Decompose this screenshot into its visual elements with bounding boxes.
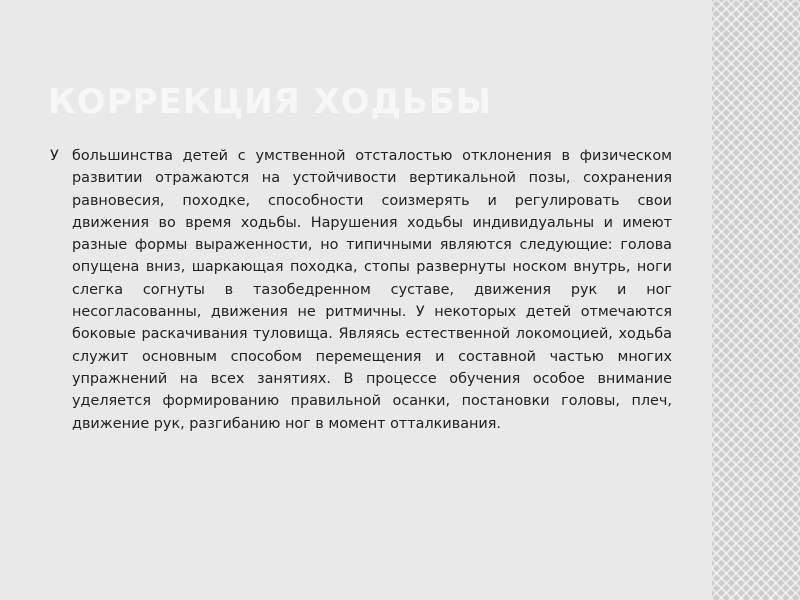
slide-title: КОРРЕКЦИЯ ХОДЬБЫ [48,82,493,122]
bullet-marker: У [50,148,59,164]
decorative-side-panel [712,0,800,600]
body-paragraph: большинства детей с умственной отсталостью отклонения в физическом развитии отражаются на устойчивости вертикальной позы, сохранения равновесия, походке, способности соизмерять и регулировать свои движения во время ходьбы. Нарушения ходьбы индивидуальны и имеют разные формы выраженности, но типичными являются следующие: голова опущена вниз, шаркающая походка, стопы развернуты носком внутрь, ноги слегка согнуты в тазобедренном суставе, движения рук и ног несогласованны, движения не ритмичны. У некоторых детей отмечаются боковые раскачивания туловища. Являясь естественной локомоцией, ходьба служит основным способом перемещения и составной частью многих упражнений на всех занятиях. В процессе обучения особое внимание уделяется формированию правильной осанки, постановки головы, плеч, движение рук, разгибанию ног в момент отталкивания. [72,148,672,432]
slide-body [50,145,672,435]
